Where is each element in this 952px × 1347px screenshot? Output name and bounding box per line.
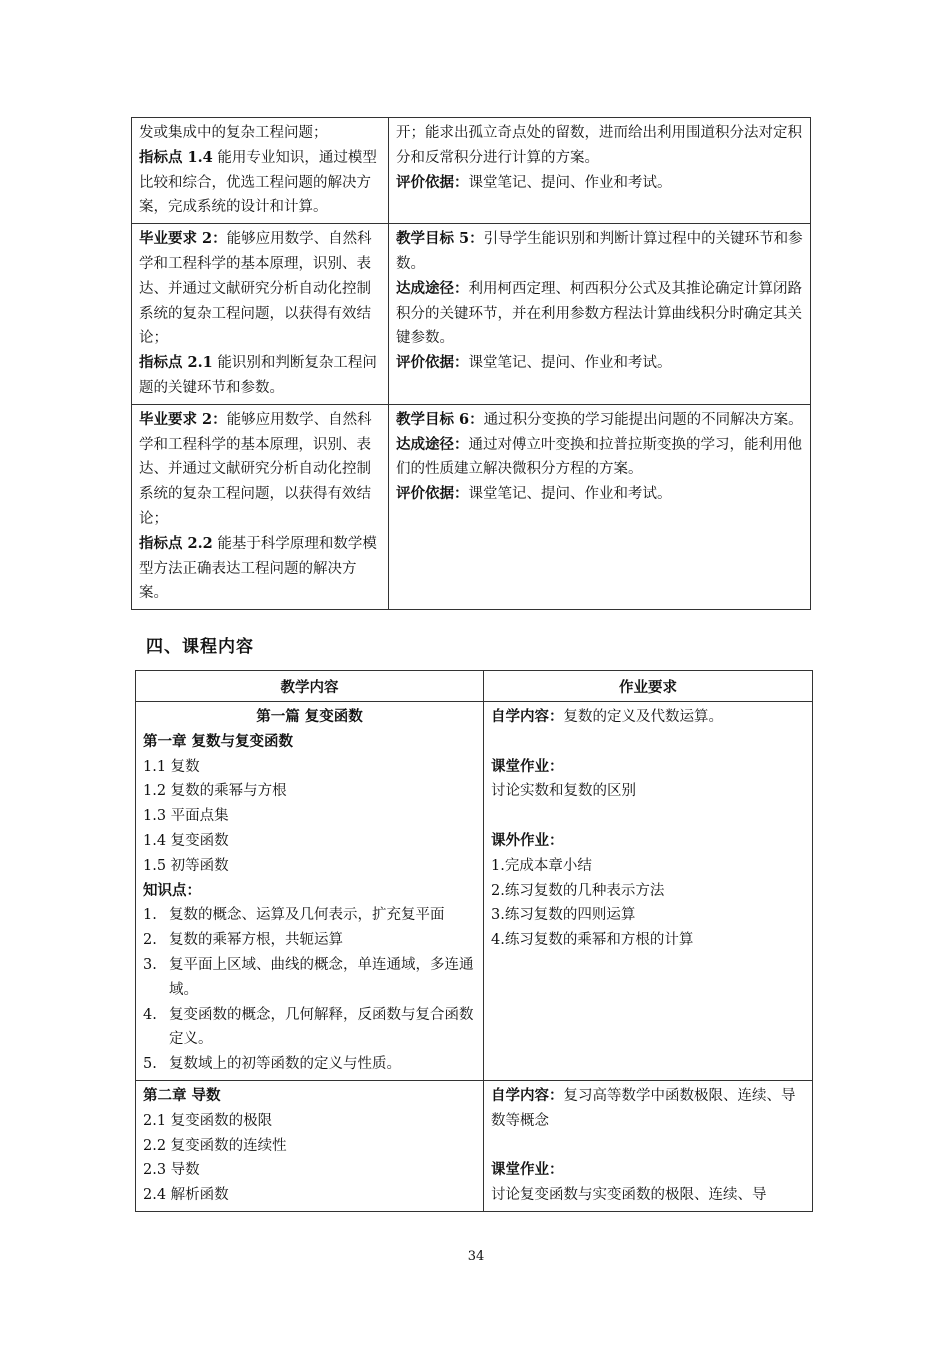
cell-text: 课堂笔记、提问、作业和考试。 [468, 355, 672, 372]
cell-text: 通过积分变换的学习能提出问题的不同解决方案。 [483, 411, 803, 428]
list-item: 4. 复变函数的概念，几何解释，反函数与复合函数定义。 [143, 1006, 474, 1048]
table-cell [389, 118, 811, 224]
class-homework-text: 讨论实数和复数的区别 [491, 783, 636, 800]
extra-homework-label: 课外作业： [491, 831, 564, 849]
objective-label: 教学目标 5： [396, 230, 484, 248]
cell-text: 发或集成中的复杂工程问题； [139, 125, 328, 141]
requirements-table [131, 117, 811, 610]
cell-text: 能够应用数学、自然科学和工程科学的基本原理，识别、表达、并通过文献研究分析自动化控制系统的复杂工程问题，以获得有效结论； [139, 411, 372, 527]
evaluation-label: 评价依据： [396, 354, 469, 372]
course-content-table [135, 670, 813, 1212]
list-item: 1. 复数的概念、运算及几何表示，扩充复平面 [143, 907, 445, 924]
column-header: 教学内容 [136, 671, 484, 702]
objective-label: 教学目标 6： [396, 410, 484, 428]
indicator-label: 指标点 2.1 [139, 354, 213, 372]
table-cell [136, 702, 484, 1081]
table-row [136, 702, 813, 1081]
evaluation-label: 评价依据： [396, 485, 469, 503]
cell-text: 能够应用数学、自然科学和工程科学的基本原理，识别、表达、并通过文献研究分析自动化控制系统的复杂工程问题，以获得有效结论； [139, 231, 372, 347]
table-cell [132, 404, 389, 609]
list-item: 1.5 初等函数 [143, 857, 229, 874]
table-cell [484, 1080, 813, 1211]
list-item: 2.2 复变函数的连续性 [143, 1137, 287, 1154]
section-heading: 四、课程内容 [146, 637, 254, 657]
page-number: 34 [467, 1249, 485, 1264]
table-cell [484, 702, 813, 1081]
list-item: 1.4 复变函数 [143, 832, 229, 849]
table-row [132, 118, 811, 224]
list-item: 2.1 复变函数的极限 [143, 1112, 273, 1129]
list-item: 1.3 平面点集 [143, 808, 229, 825]
list-item: 1.1 复数 [143, 758, 200, 775]
approach-label: 达成途径： [396, 279, 469, 297]
knowledge-points-label: 知识点： [143, 881, 201, 899]
list-item: 2.练习复数的几种表示方法 [491, 882, 665, 899]
cell-text: 能基于科学原理和数学模型方法正确表达工程问题的解决方案。 [139, 535, 377, 602]
table-cell [389, 224, 811, 405]
cell-text: 通过对傅立叶变换和拉普拉斯变换的学习，能利用他们的性质建立解决微积分方程的方案。 [396, 436, 802, 478]
list-item: 2.3 导数 [143, 1162, 200, 1179]
chapter-title: 第二章 导数 [143, 1086, 221, 1104]
list-item: 3. 复平面上区域、曲线的概念，单连通域，多连通域。 [143, 956, 474, 998]
class-homework-label: 课堂作业： [491, 757, 564, 775]
list-item: 1.2 复数的乘幂与方根 [143, 783, 287, 800]
table-cell [389, 404, 811, 609]
self-study-text: 复习高等数学中函数极限、连续、导数等概念 [491, 1087, 796, 1129]
list-item: 2.4 解析函数 [143, 1187, 229, 1204]
list-item: 5. 复数域上的初等函数的定义与性质。 [143, 1056, 401, 1073]
column-header: 作业要求 [484, 671, 813, 702]
list-item: 3.练习复数的四则运算 [491, 907, 636, 924]
self-study-label: 自学内容： [491, 708, 564, 725]
cell-text: 引导学生能识别和判断计算过程中的关键环节和参数。 [396, 231, 803, 272]
cell-text: 利用柯西定理、柯西积分公式及其推论确定计算闭路积分的关键环节，并在利用参数方程法计算曲线积分时确定其关键参数。 [396, 280, 802, 347]
indicator-label: 指标点 1.4 [139, 148, 213, 166]
list-item: 4.练习复数的乘幂和方根的计算 [491, 932, 694, 949]
class-homework-text: 讨论复变函数与实变函数的极限、连续、导 [491, 1187, 767, 1204]
cell-text: 能识别和判断复杂工程问题的关键环节和参数。 [139, 355, 377, 396]
chapter-title: 第一章 复数与复变函数 [143, 732, 294, 750]
self-study-label: 自学内容： [491, 1086, 564, 1104]
list-item: 2. 复数的乘幂方根，共轭运算 [143, 932, 343, 949]
table-cell [132, 224, 389, 405]
indicator-label: 指标点 2.2 [139, 534, 213, 552]
cell-text: 能用专业知识，通过模型比较和综合，优选工程问题的解决方案，完成系统的设计和计算。 [139, 149, 377, 216]
list-item: 1.完成本章小结 [491, 857, 592, 874]
cell-text: 课堂笔记、提问、作业和考试。 [468, 174, 672, 191]
cell-text: 课堂笔记、提问、作业和考试。 [468, 486, 672, 503]
cell-text: 开；能求出孤立奇点处的留数，进而给出利用围道积分法对定积分和反常积分进行计算的方案。 [396, 125, 802, 166]
table-row [132, 224, 811, 405]
table-row [136, 1080, 813, 1211]
table-cell [132, 118, 389, 224]
class-homework-label: 课堂作业： [491, 1161, 564, 1179]
requirement-label: 毕业要求 2： [139, 410, 227, 428]
approach-label: 达成途径： [396, 435, 469, 453]
self-study-text: 复数的定义及代数运算。 [563, 709, 723, 725]
table-cell [136, 1080, 484, 1211]
table-header-row [136, 671, 813, 702]
table-row [132, 404, 811, 609]
requirement-label: 毕业要求 2： [139, 230, 227, 248]
evaluation-label: 评价依据： [396, 173, 469, 191]
part-title: 第一篇 复变函数 [256, 708, 363, 725]
